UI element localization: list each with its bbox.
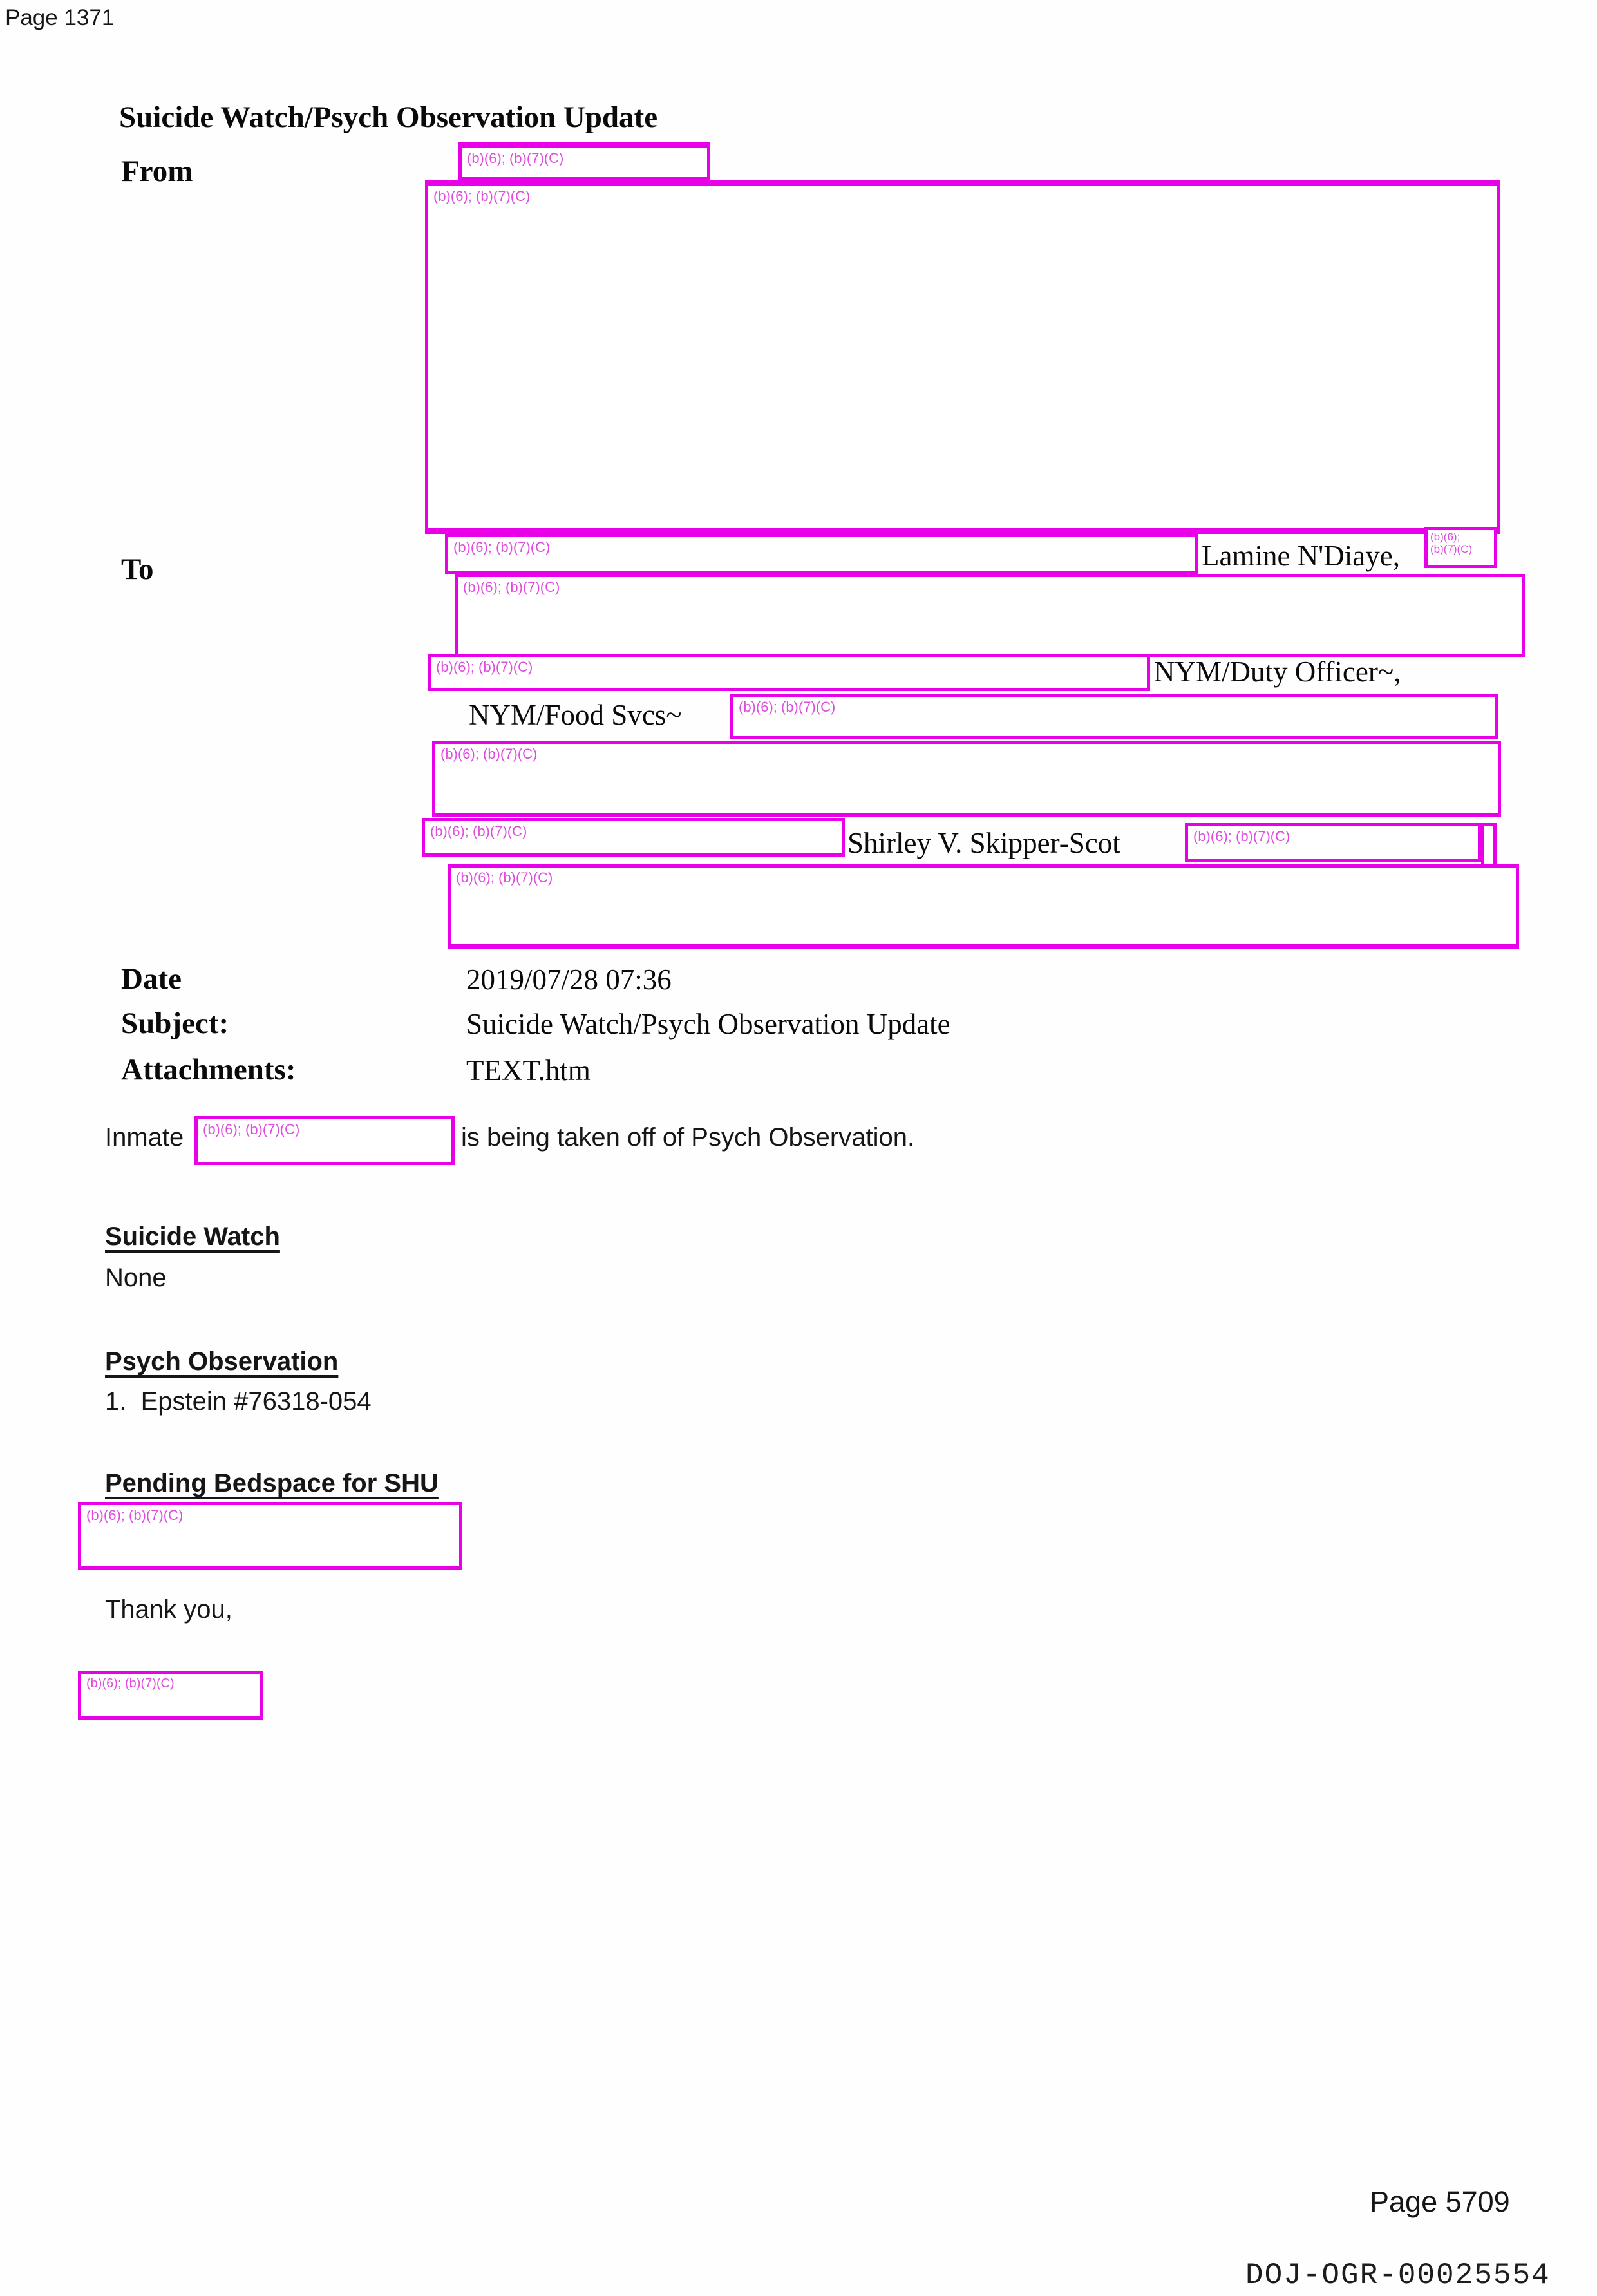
redaction-box-to-8 bbox=[1185, 823, 1481, 862]
date-label: Date bbox=[121, 962, 182, 996]
recipient-name-3: NYM/Food Svcs~ bbox=[469, 699, 682, 731]
bates-number: DOJ-OGR-00025554 bbox=[1245, 2259, 1551, 2292]
redaction-box-from-1 bbox=[458, 142, 710, 180]
redaction-box-to-1 bbox=[445, 534, 1198, 574]
from-label: From bbox=[121, 155, 193, 188]
redaction-box-to-7 bbox=[422, 818, 845, 857]
attachments-label: Attachments: bbox=[121, 1053, 296, 1086]
psych-observation-item: 1. Epstein #76318-054 bbox=[105, 1387, 372, 1416]
redaction-box-to-5 bbox=[730, 694, 1498, 739]
redaction-label: (b)(6); (b)(7)(C) bbox=[453, 539, 551, 555]
redaction-label: (b)(6); (b)(7)(C) bbox=[1430, 531, 1473, 555]
pending-bedspace-heading: Pending Bedspace for SHU bbox=[105, 1469, 439, 1497]
closing-text: Thank you, bbox=[105, 1595, 232, 1624]
redaction-label: (b)(6); (b)(7)(C) bbox=[86, 1507, 184, 1523]
suicide-watch-value: None bbox=[105, 1264, 167, 1292]
body-text-prefix: Inmate bbox=[105, 1123, 184, 1152]
suicide-watch-heading: Suicide Watch bbox=[105, 1222, 280, 1251]
redaction-label: (b)(6); (b)(7)(C) bbox=[1193, 828, 1290, 844]
redaction-box-to-9 bbox=[448, 864, 1519, 949]
redaction-label: (b)(6); (b)(7)(C) bbox=[86, 1676, 175, 1691]
redaction-label: (b)(6); (b)(7)(C) bbox=[463, 579, 560, 595]
redaction-box-to-2 bbox=[1424, 527, 1497, 568]
psych-observation-heading: Psych Observation bbox=[105, 1347, 339, 1376]
redaction-label: (b)(6); (b)(7)(C) bbox=[739, 699, 836, 715]
email-title: Suicide Watch/Psych Observation Update bbox=[119, 100, 658, 134]
body-text-suffix: is being taken off of Psych Observation. bbox=[461, 1123, 915, 1152]
page-number-header: Page 1371 bbox=[5, 5, 115, 30]
recipient-name-1: Lamine N'Diaye, bbox=[1202, 540, 1400, 572]
redaction-label: (b)(6); (b)(7)(C) bbox=[430, 823, 527, 839]
to-label: To bbox=[121, 553, 154, 586]
attachments-value: TEXT.htm bbox=[466, 1054, 591, 1086]
redaction-label: (b)(6); (b)(7)(C) bbox=[436, 659, 533, 675]
redaction-box-signature bbox=[78, 1671, 263, 1720]
redaction-label: (b)(6); (b)(7)(C) bbox=[433, 188, 531, 204]
redaction-label: (b)(6); (b)(7)(C) bbox=[456, 869, 553, 886]
redaction-box-to-6 bbox=[432, 741, 1501, 817]
redaction-box-to-3 bbox=[455, 574, 1525, 657]
recipient-name-2: NYM/Duty Officer~, bbox=[1154, 656, 1401, 688]
recipient-name-4: Shirley V. Skipper-Scot bbox=[847, 827, 1120, 859]
redaction-label: (b)(6); (b)(7)(C) bbox=[203, 1121, 300, 1137]
date-value: 2019/07/28 07:36 bbox=[466, 963, 672, 996]
subject-label: Subject: bbox=[121, 1007, 229, 1040]
subject-value: Suicide Watch/Psych Observation Update bbox=[466, 1008, 950, 1040]
redaction-label: (b)(6); (b)(7)(C) bbox=[440, 746, 538, 762]
redaction-box-shu bbox=[78, 1502, 462, 1570]
redaction-label: (b)(6); (b)(7)(C) bbox=[467, 150, 564, 166]
redaction-box-to-4 bbox=[428, 654, 1150, 691]
redaction-box-inmate-name bbox=[194, 1116, 455, 1165]
redaction-box-from-2 bbox=[425, 180, 1500, 534]
page-number-footer: Page 5709 bbox=[1370, 2185, 1510, 2218]
